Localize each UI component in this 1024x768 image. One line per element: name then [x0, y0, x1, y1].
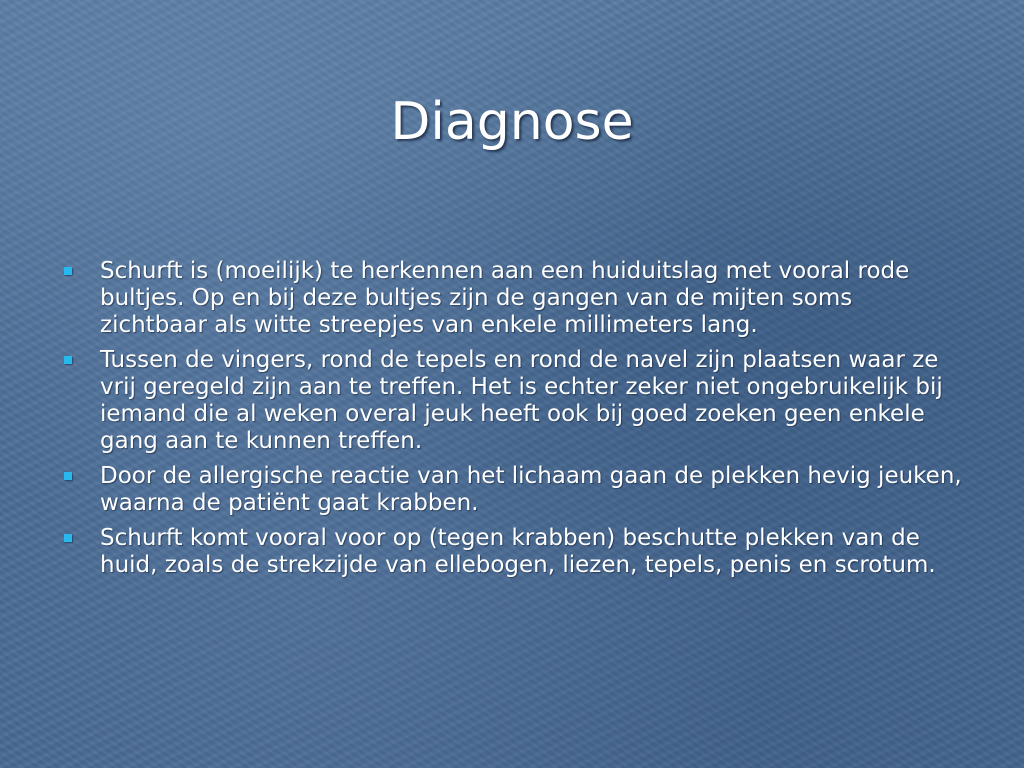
square-bullet-icon — [64, 534, 72, 542]
square-bullet-icon — [64, 356, 72, 364]
bullet-list — [62, 258, 962, 587]
bullet-item — [62, 463, 962, 517]
bullet-text: Tussen de vingers, rond de tepels en rond de navel zijn plaatsen waar ze vrij geregeld zijn aan te treffen. Het is echter zeker niet ongebruikelijk bij iemand die al weken overal jeuk heeft ook bij goed zoeken geen enkele gang aan te kunnen treffen. — [100, 347, 943, 454]
square-bullet-icon — [64, 472, 72, 480]
bullet-text: Door de allergische reactie van het lichaam gaan de plekken hevig jeuken, waarna de patiënt gaat krabben. — [100, 463, 962, 516]
bullet-item — [62, 525, 962, 579]
bullet-text: Schurft komt vooral voor op (tegen krabben) beschutte plekken van de huid, zoals de strekzijde van ellebogen, liezen, tepels, penis en scrotum. — [100, 525, 936, 578]
square-bullet-icon — [64, 267, 72, 275]
slide-title: Diagnose — [390, 92, 634, 152]
bullet-item — [62, 258, 962, 339]
bullet-item — [62, 347, 962, 455]
bullet-text: Schurft is (moeilijk) te herkennen aan een huiduitslag met vooral rode bultjes. Op en bij deze bultjes zijn de gangen van de mijten soms zichtbaar als witte streepjes van enkele millimeters lang. — [100, 258, 910, 338]
